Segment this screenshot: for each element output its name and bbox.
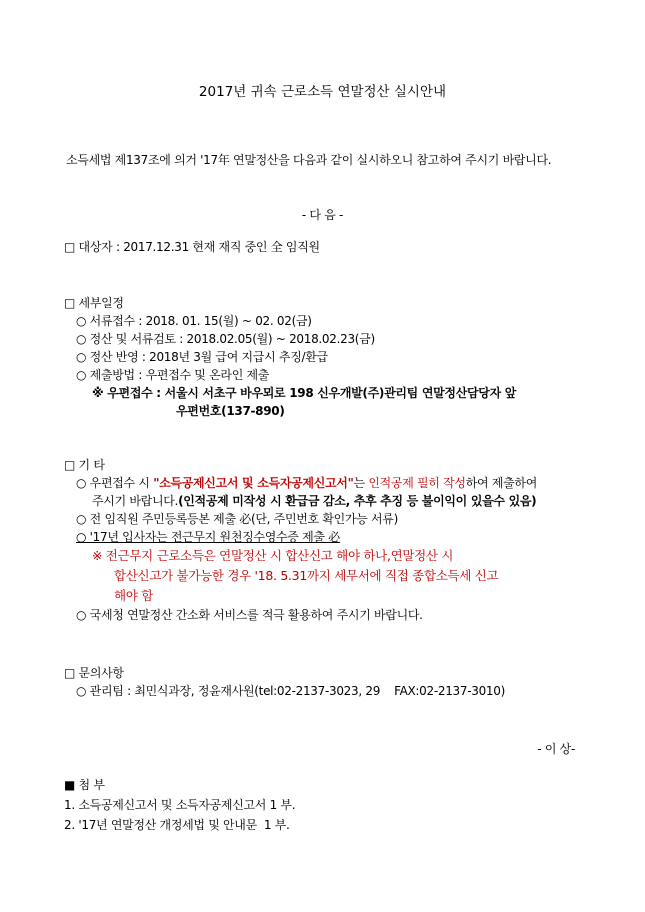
intro-paragraph: 소득세법 제137조에 의거 '17年 연말정산을 다음과 같이 실시하오니 참고하여 주시기 바랍니다. — [66, 153, 552, 167]
etc-item-post-line2-a: 주시기 바랍니다. — [92, 494, 179, 508]
schedule-item-review: ○ 정산 및 서류검토 : 2018.02.05(월) ~ 2018.02.23(금) — [76, 332, 375, 346]
etc-item-resident-register: ○ 전 임직원 주민등록등본 제출 必(단, 주민번호 확인가능 서류) — [76, 512, 398, 526]
document-title: 2017년 귀속 근로소득 연말정산 실시안내 — [198, 84, 447, 100]
target-line: □ 대상자 : 2017.12.31 현재 재직 중인 全 임직원 — [64, 240, 320, 254]
penalty-warning: (인적공제 미작성 시 환급금 감소, 추후 추징 등 불이익이 있을수 있음) — [178, 494, 537, 508]
prior-employment-note-1: ※ 전근무지 근로소득은 연말정산 시 합산신고 해야 하나,연말정산 시 — [92, 548, 454, 563]
attachments-heading: ■ 첨 부 — [64, 778, 105, 792]
etc-item-nts-service: ○ 국세청 연말정산 간소화 서비스를 적극 활용하여 주시기 바랍니다. — [76, 608, 423, 622]
postal-address: ※ 우편접수 : 서울시 서초구 바우뫼로 198 신우개발(주)관리팀 연말정산담당자 앞 — [92, 386, 517, 400]
etc-item-post-a: ○ 우편접수 시 — [76, 476, 154, 490]
schedule-item-method: ○ 제출방법 : 우편접수 및 온라인 제출 — [76, 368, 270, 382]
form-names-highlight: "소득공제신고서 및 소득자공제신고서" — [153, 476, 354, 490]
etc-item-post — [76, 474, 537, 491]
postal-code: 우편번호(137-890) — [176, 404, 285, 418]
schedule-item-apply: ○ 정산 반영 : 2018년 3월 급여 지급시 추징/환급 — [76, 350, 328, 364]
attachment-item-1: 1. 소득공제신고서 및 소득자공제신고서 1 부. — [64, 798, 296, 812]
etc-heading: □ 기 타 — [64, 458, 105, 472]
prior-employment-note-3: 해야 함 — [114, 588, 153, 603]
attachment-item-2: 2. '17년 연말정산 개정세법 및 안내문 1 부. — [64, 818, 290, 832]
etc-item-post-line2 — [92, 492, 536, 509]
etc-item-post-e: 하여 제출하여 — [465, 476, 537, 490]
prior-employment-note-2: 합산신고가 불가능한 경우 '18. 5.31까지 세무서에 직접 종합소득세 신고 — [114, 568, 499, 583]
contact-heading: □ 문의사항 — [64, 666, 124, 680]
personal-deduction-highlight: 인적공제 필히 작성 — [368, 476, 466, 490]
schedule-heading: □ 세부일정 — [64, 296, 124, 310]
schedule-item-receipt: ○ 서류접수 : 2018. 01. 15(월) ~ 02. 02(금) — [76, 314, 312, 328]
end-mark: - 이 상- — [537, 742, 575, 756]
etc-item-new-hire: ○ '17년 입사자는 전근무지 원천징수영수증 제출 必 — [76, 530, 340, 544]
contact-item: ○ 관리팀 : 최민식과장, 정윤재사원(tel:02-2137-3023, 29 FAX:02-2137-3010) — [76, 684, 505, 698]
etc-item-post-c: 는 — [353, 476, 369, 490]
next-heading: - 다 음 - — [301, 208, 344, 222]
